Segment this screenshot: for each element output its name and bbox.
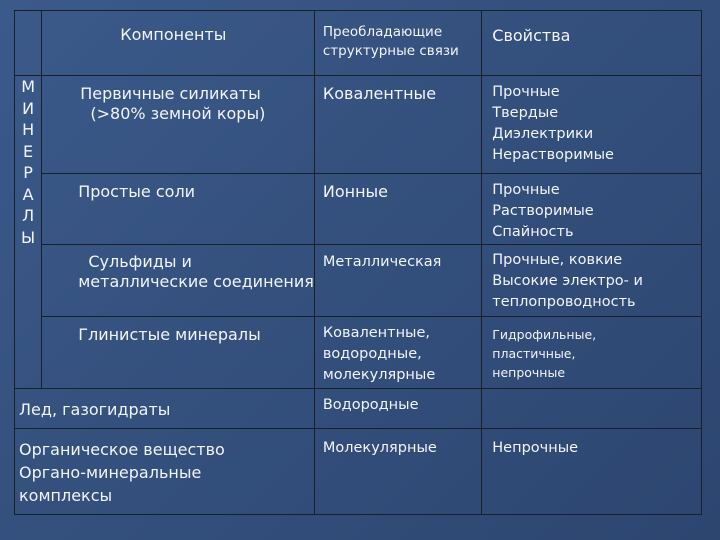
- header-bonds-text: Преобладающие структурные связи: [322, 24, 459, 59]
- bond-cell: [314, 245, 481, 317]
- bond-cell: [314, 317, 481, 389]
- component-text: Простые соли: [78, 182, 196, 201]
- header-properties-text: Свойства: [492, 26, 571, 45]
- bond-text: Водородные: [322, 397, 419, 413]
- component-cell: [42, 76, 315, 174]
- table-row: [15, 389, 702, 429]
- table-row: [15, 429, 702, 515]
- side-letter: Л: [22, 206, 35, 225]
- properties-cell: [482, 389, 702, 429]
- side-letter: Ы: [21, 227, 36, 247]
- header-bonds: [314, 11, 481, 76]
- component-text: Первичные силикаты (>80% земной коры): [80, 84, 266, 123]
- side-letter: Е: [23, 141, 34, 161]
- table-row: [15, 245, 702, 317]
- header-row: [15, 11, 702, 76]
- properties-text: Гидрофильные, пластичные, непрочные: [492, 327, 597, 380]
- minerals-side-label: [15, 76, 42, 389]
- bond-text: Ковалентные, водородные, молекулярные: [322, 325, 436, 383]
- properties-cell: [482, 317, 702, 389]
- bond-cell: [314, 174, 481, 245]
- component-text: Сульфиды и металлические соединения: [78, 252, 314, 291]
- corner-cell: [15, 11, 42, 76]
- bond-text: Металлическая: [322, 254, 442, 270]
- side-letter: М: [21, 77, 35, 96]
- component-text: Глинистые минералы: [78, 325, 261, 344]
- properties-cell: [482, 76, 702, 174]
- component-cell: [42, 245, 315, 317]
- properties-text: Прочные Растворимые Спайность: [492, 182, 594, 240]
- component-cell: [15, 429, 315, 515]
- properties-text: Непрочные: [492, 440, 579, 456]
- properties-text: Прочные Твердые Диэлектрики Нерастворимые: [492, 84, 614, 163]
- component-cell: [42, 317, 315, 389]
- side-letter: Р: [23, 163, 33, 182]
- component-cell: [42, 174, 315, 245]
- component-cell: [15, 389, 315, 429]
- bond-text: Ковалентные: [322, 84, 437, 103]
- component-text: Лед, газогидраты: [19, 400, 171, 419]
- properties-text: [482, 389, 701, 395]
- bond-cell: [314, 76, 481, 174]
- bond-cell: [314, 389, 481, 429]
- bond-cell: [314, 429, 481, 515]
- component-text: Органическое вещество Органо-минеральные комплексы: [19, 440, 225, 505]
- properties-cell: [482, 429, 702, 515]
- header-properties: [482, 11, 702, 76]
- bond-text: Ионные: [322, 182, 389, 201]
- side-letter: Н: [22, 120, 35, 139]
- properties-cell: [482, 174, 702, 245]
- side-letter: А: [22, 184, 34, 204]
- properties-table: [14, 10, 702, 515]
- table-row: [15, 76, 702, 174]
- header-components-text: Компоненты: [120, 25, 227, 44]
- properties-text: Прочные, ковкие Высокие электро- и теплопроводность: [492, 252, 643, 310]
- properties-cell: [482, 245, 702, 317]
- side-letter: И: [22, 98, 35, 118]
- table-row: [15, 317, 702, 389]
- header-components: [42, 11, 315, 76]
- table-row: [15, 174, 702, 245]
- bond-text: Молекулярные: [322, 440, 437, 456]
